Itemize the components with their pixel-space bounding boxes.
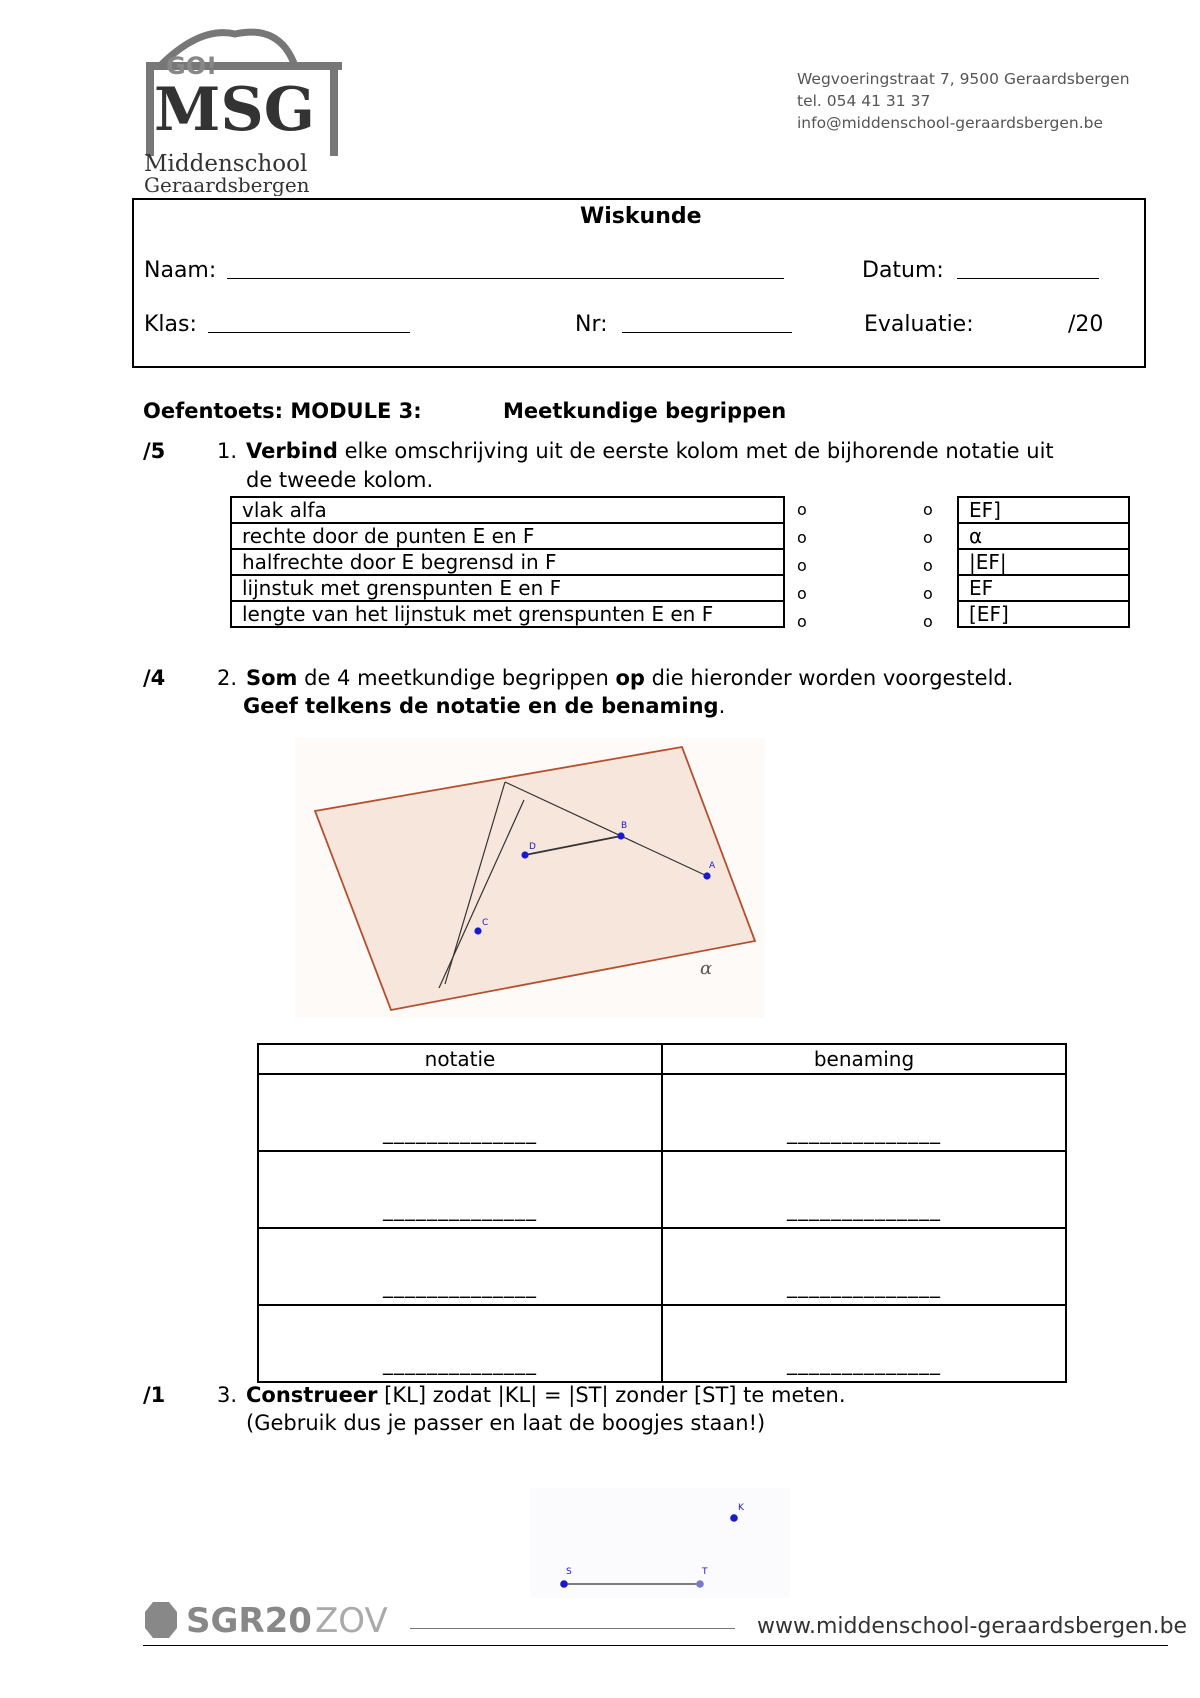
table-row <box>258 1228 1066 1305</box>
table-row <box>958 497 1129 523</box>
connector-dot[interactable]: o <box>797 584 807 603</box>
point-T <box>696 1580 704 1588</box>
point-S <box>560 1580 568 1588</box>
table-row <box>258 1305 1066 1382</box>
q2-instruction-2 <box>243 694 725 718</box>
connector-dot[interactable]: o <box>923 528 933 547</box>
q1-bold: Verbind <box>246 439 338 463</box>
class-field[interactable] <box>208 314 410 333</box>
q2-bold-1: Som <box>246 666 298 690</box>
footer-brand <box>143 1598 413 1646</box>
point-D <box>521 851 528 858</box>
connector-dot[interactable]: o <box>923 556 933 575</box>
connector-dot[interactable]: o <box>797 556 807 575</box>
answer-cell[interactable]: ______________ <box>258 1228 662 1305</box>
left-dots <box>797 496 807 636</box>
q2-instruction <box>246 666 1013 690</box>
connector-dot[interactable]: o <box>923 584 933 603</box>
name-field[interactable] <box>227 260 784 279</box>
table-row <box>231 575 784 601</box>
footer-divider <box>410 1628 735 1629</box>
brand-hexagon-icon <box>145 1602 177 1638</box>
q1-score: /5 <box>143 439 166 463</box>
svg-text:SGR20: SGR20 <box>186 1601 312 1641</box>
label-S: S <box>566 1567 572 1577</box>
test-topic: Meetkundige begrippen <box>503 399 787 423</box>
label-T: T <box>702 1567 708 1577</box>
point-A <box>703 872 710 879</box>
notation-cell: α <box>958 523 1129 549</box>
evaluation-label: Evaluatie: <box>864 312 974 337</box>
q1-notations-table <box>957 496 1130 628</box>
q2-answer-table <box>257 1043 1067 1383</box>
svg-text:MSG: MSG <box>154 75 315 145</box>
connector-dot[interactable]: o <box>923 500 933 519</box>
description-cell: lijnstuk met grenspunten E en F <box>231 575 784 601</box>
svg-text:Geraardsbergen: Geraardsbergen <box>144 173 310 196</box>
label-K: K <box>738 1503 744 1513</box>
date-label: Datum: <box>862 258 944 283</box>
notation-cell: EF] <box>958 497 1129 523</box>
geometry-figure <box>295 738 765 1022</box>
q2-bold-3: Geef telkens de notatie en de benaming <box>243 694 719 718</box>
description-cell: lengte van het lijnstuk met grenspunten E en F <box>231 601 784 627</box>
point-C <box>474 927 481 934</box>
bottom-rule <box>143 1645 1168 1646</box>
address-line: Wegvoeringstraat 7, 9500 Geraardsbergen <box>797 70 1130 88</box>
answer-cell[interactable]: ______________ <box>662 1151 1066 1228</box>
q2-text-2: die hieronder worden voorgesteld. <box>644 666 1014 690</box>
label-C: C <box>482 918 489 928</box>
name-label: Naam: <box>144 258 217 283</box>
description-cell: vlak alfa <box>231 497 784 523</box>
table-row <box>958 601 1129 627</box>
q1-instruction <box>246 439 1054 463</box>
svg-text:GO!: GO! <box>166 52 218 80</box>
svg-text:Middenschool: Middenschool <box>144 151 308 177</box>
class-label: Klas: <box>144 312 197 337</box>
test-title: Oefentoets: MODULE 3: <box>143 399 422 423</box>
q2-text-1: de 4 meetkundige begrippen <box>297 666 616 690</box>
answer-cell[interactable]: ______________ <box>258 1074 662 1151</box>
point-K <box>730 1514 738 1522</box>
label-B: B <box>621 821 628 831</box>
label-alpha: α <box>700 958 713 979</box>
answer-cell[interactable]: ______________ <box>662 1074 1066 1151</box>
phone-line: tel. 054 41 31 37 <box>797 92 931 110</box>
table-row <box>258 1151 1066 1228</box>
date-field[interactable] <box>957 260 1099 279</box>
right-dots <box>923 496 933 636</box>
table-row <box>958 549 1129 575</box>
q3-bold: Construeer <box>246 1383 378 1407</box>
student-info-box <box>132 198 1146 368</box>
description-cell: halfrechte door E begrensd in F <box>231 549 784 575</box>
point-B <box>617 832 624 839</box>
connector-dot[interactable]: o <box>797 500 807 519</box>
school-logo <box>140 26 360 196</box>
q3-instruction <box>246 1383 846 1407</box>
answer-cell[interactable]: ______________ <box>662 1228 1066 1305</box>
q3-text: [KL] zodat |KL| = |ST| zonder [ST] te meten. <box>377 1383 846 1407</box>
q1-number: 1. <box>217 439 238 463</box>
footer-website[interactable]: www.middenschool-geraardsbergen.be <box>757 1614 1188 1639</box>
table-row <box>231 497 784 523</box>
connector-dot[interactable]: o <box>923 612 933 631</box>
table-row <box>958 523 1129 549</box>
q1-instruction-2: de tweede kolom. <box>246 468 434 492</box>
table-header-row <box>258 1044 1066 1074</box>
q1-descriptions-table <box>230 496 785 628</box>
table-row <box>231 601 784 627</box>
q3-instruction-2: (Gebruik dus je passer en laat de boogjes staan!) <box>246 1411 766 1435</box>
notation-cell: [EF] <box>958 601 1129 627</box>
table-row <box>231 549 784 575</box>
notation-cell: EF <box>958 575 1129 601</box>
table-row <box>958 575 1129 601</box>
svg-text:ZOV: ZOV <box>315 1601 388 1641</box>
label-D: D <box>529 842 536 852</box>
description-cell: rechte door de punten E en F <box>231 523 784 549</box>
q2-number: 2. <box>217 666 238 690</box>
answer-cell[interactable]: ______________ <box>662 1305 1066 1382</box>
connector-dot[interactable]: o <box>797 612 807 631</box>
q3-score: /1 <box>143 1383 166 1407</box>
evaluation-score: /20 <box>1068 312 1104 337</box>
construction-figure <box>530 1488 790 1602</box>
column-header-notatie: notatie <box>258 1044 662 1074</box>
q2-score: /4 <box>143 666 166 690</box>
school-address <box>797 68 1130 134</box>
nr-field[interactable] <box>622 314 792 333</box>
table-row <box>258 1074 1066 1151</box>
nr-label: Nr: <box>575 312 608 337</box>
column-header-benaming: benaming <box>662 1044 1066 1074</box>
q2-text-3: . <box>718 694 726 718</box>
q3-number: 3. <box>217 1383 238 1407</box>
subject-title: Wiskunde <box>580 204 702 229</box>
label-A: A <box>709 861 716 871</box>
answer-cell[interactable]: ______________ <box>258 1305 662 1382</box>
table-row <box>231 523 784 549</box>
q2-bold-2: op <box>615 666 645 690</box>
connector-dot[interactable]: o <box>797 528 807 547</box>
notation-cell: |EF| <box>958 549 1129 575</box>
q1-text: elke omschrijving uit de eerste kolom met de bijhorende notatie uit <box>337 439 1054 463</box>
email-line: info@middenschool-geraardsbergen.be <box>797 114 1104 132</box>
answer-cell[interactable]: ______________ <box>258 1151 662 1228</box>
